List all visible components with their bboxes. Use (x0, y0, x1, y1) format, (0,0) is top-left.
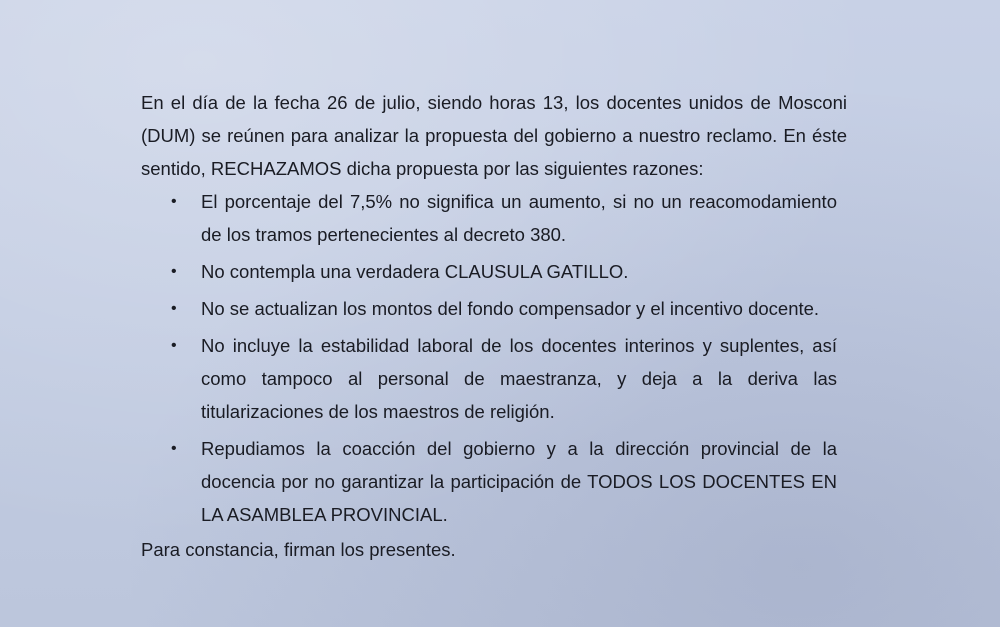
bullet-icon: • (171, 193, 177, 210)
bullet-icon: • (171, 440, 177, 457)
list-item (141, 185, 837, 251)
bullet-icon: • (171, 337, 177, 354)
list-item (141, 292, 837, 325)
list-item (141, 255, 837, 288)
document-text (141, 86, 851, 566)
reason-text: El porcentaje del 7,5% no significa un aumento, si no un reacomodamiento de los tramos pertenecientes al decreto 380. (201, 191, 837, 245)
reason-text: No contempla una verdadera CLAUSULA GATILLO. (201, 261, 629, 282)
bullet-icon: • (171, 300, 177, 317)
intro-paragraph: En el día de la fecha 26 de julio, siendo horas 13, los docentes unidos de Mosconi (DUM) se reúnen para analizar la propuesta del gobierno a nuestro reclamo. En éste sentido, RECHAZAMOS dicha propuesta por las siguientes razones: (141, 92, 847, 179)
reason-text: No incluye la estabilidad laboral de los docentes interinos y suplentes, así como tampoco al personal de maestranza, y deja a la deriva las titularizaciones de los maestros de religión. (201, 335, 837, 422)
closing-line: Para constancia, firman los presentes. (141, 539, 456, 560)
reason-text: No se actualizan los montos del fondo compensador y el incentivo docente. (201, 298, 820, 319)
list-item (141, 432, 837, 531)
list-item (141, 329, 837, 428)
reasons-list (141, 185, 851, 531)
bullet-icon: • (171, 263, 177, 280)
reason-text: Repudiamos la coacción del gobierno y a la dirección provincial de la docencia por no garantizar la participación de TODOS LOS DOCENTES EN LA ASAMBLEA PROVINCIAL. (201, 438, 837, 525)
